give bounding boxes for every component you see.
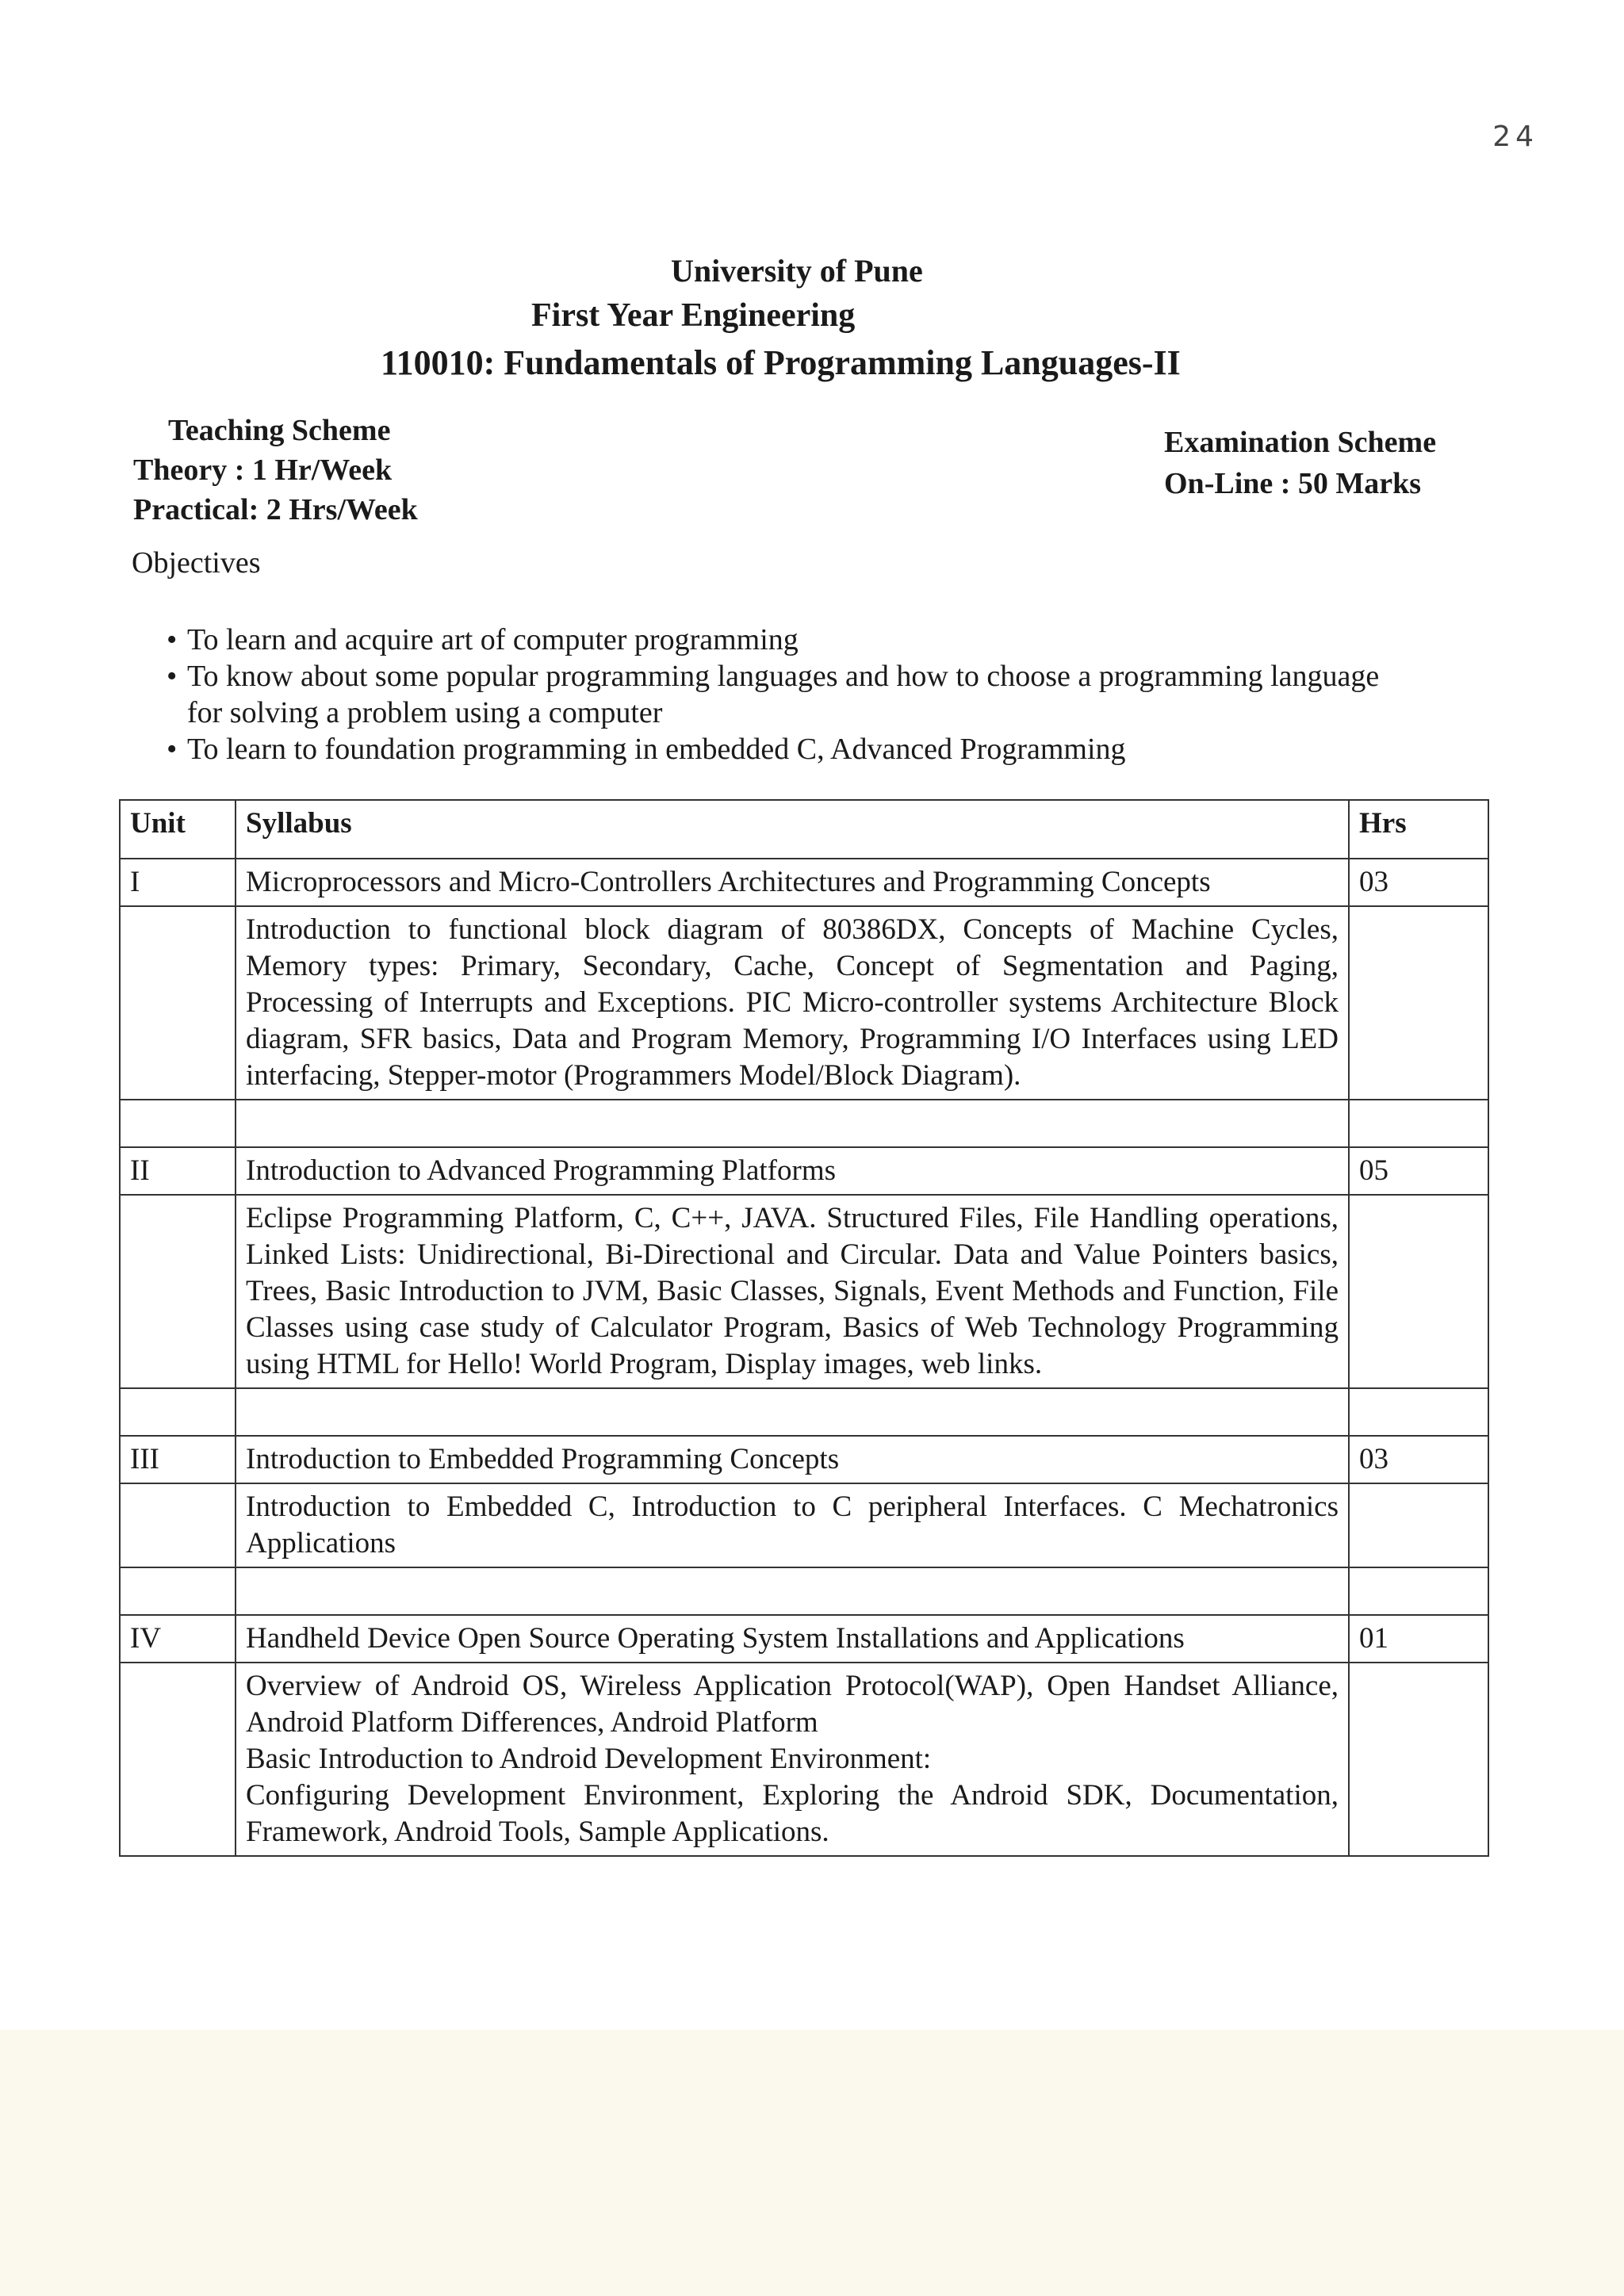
- unit-description-part: Basic Introduction to Android Development Environment:: [246, 1743, 932, 1775]
- objectives-list: [167, 622, 1388, 767]
- hrs-header: Hrs: [1349, 800, 1488, 859]
- page-number: 24: [1492, 121, 1538, 153]
- unit-description: [236, 1663, 1349, 1856]
- examination-scheme: [1164, 422, 1436, 504]
- unit-number: I: [120, 859, 236, 906]
- table-row: [120, 1483, 1488, 1567]
- unit-number: III: [120, 1436, 236, 1483]
- table-header-row: [120, 800, 1488, 859]
- unit-title: Microprocessors and Micro-Controllers Architectures and Programming Concepts: [236, 859, 1349, 906]
- practical-hours: Practical: 2 Hrs/Week: [133, 493, 418, 526]
- unit-description: Introduction to functional block diagram of 80386DX, Concepts of Machine Cycles, Memory types: Primary, Secondary, Cache, Concept of Segmentation and Paging, Processing of Interrupts and Exceptions. PIC Micro-controller systems Architecture Block diagram, SFR basics, Data and Program Memory, Programming I/O Interfaces using LED interfacing, Stepper-motor (Programmers Model/Block Diagram).: [236, 906, 1349, 1100]
- online-marks: On-Line : 50 Marks: [1164, 467, 1422, 500]
- teaching-scheme-title: Teaching Scheme: [168, 414, 391, 447]
- objective-item: • To learn and acquire art of computer programming: [167, 622, 1388, 658]
- program-name: First Year Engineering: [531, 297, 856, 334]
- table-row: [120, 1436, 1488, 1483]
- table-row: [120, 906, 1488, 1100]
- unit-description-part: Overview of Android OS, Wireless Application Protocol(WAP), Open Handset Alliance, Android Platform Differences, Android Platform: [246, 1670, 1339, 1739]
- table-row: [120, 1100, 1488, 1147]
- unit-title: Introduction to Advanced Programming Platforms: [236, 1147, 1349, 1195]
- university-name: University of Pune: [671, 253, 923, 289]
- table-row: [120, 1567, 1488, 1615]
- unit-hours: 05: [1349, 1147, 1488, 1195]
- table-row: [120, 859, 1488, 906]
- unit-hours: 03: [1349, 1436, 1488, 1483]
- unit-number: II: [120, 1147, 236, 1195]
- objective-item: • To learn to foundation programming in embedded C, Advanced Programming: [167, 731, 1388, 767]
- course-title: 110010: Fundamentals of Programming Languages-II: [381, 343, 1181, 382]
- unit-hours: 01: [1349, 1615, 1488, 1663]
- theory-hours: Theory : 1 Hr/Week: [133, 453, 393, 487]
- unit-hours: 03: [1349, 859, 1488, 906]
- syllabus-table: [119, 799, 1489, 1857]
- table-row: [120, 1195, 1488, 1388]
- unit-description: Introduction to Embedded C, Introduction to C peripheral Interfaces. C Mechatronics Applications: [236, 1483, 1349, 1567]
- unit-description-part: Configuring Development Environment, Exploring the Android SDK, Documentation, Framework, Android Tools, Sample Applications.: [246, 1779, 1339, 1848]
- unit-header: Unit: [120, 800, 236, 859]
- table-row: [120, 1147, 1488, 1195]
- syllabus-header: Syllabus: [236, 800, 1349, 859]
- teaching-scheme: [133, 411, 418, 530]
- unit-title: Handheld Device Open Source Operating System Installations and Applications: [236, 1615, 1349, 1663]
- unit-title: Introduction to Embedded Programming Concepts: [236, 1436, 1349, 1483]
- examination-scheme-title: Examination Scheme: [1164, 426, 1437, 459]
- objectives-title: Objectives: [132, 546, 261, 580]
- table-row: [120, 1388, 1488, 1436]
- unit-number: IV: [120, 1615, 236, 1663]
- scan-margin: [0, 2030, 1624, 2296]
- table-row: [120, 1663, 1488, 1856]
- unit-description: Eclipse Programming Platform, C, C++, JAVA. Structured Files, File Handling operations, Linked Lists: Unidirectional, Bi-Directional and Circular. Data and Value Pointers basics, Trees, Basic Introduction to JVM, Basic Classes, Signals, Event Methods and Function, File Classes using case study of Calculator Program, Basics of Web Technology Programming using HTML for Hello! World Program, Display images, web links.: [236, 1195, 1349, 1388]
- objective-item: • To know about some popular programming languages and how to choose a programming language for solving a problem using a computer: [167, 658, 1388, 731]
- table-row: [120, 1615, 1488, 1663]
